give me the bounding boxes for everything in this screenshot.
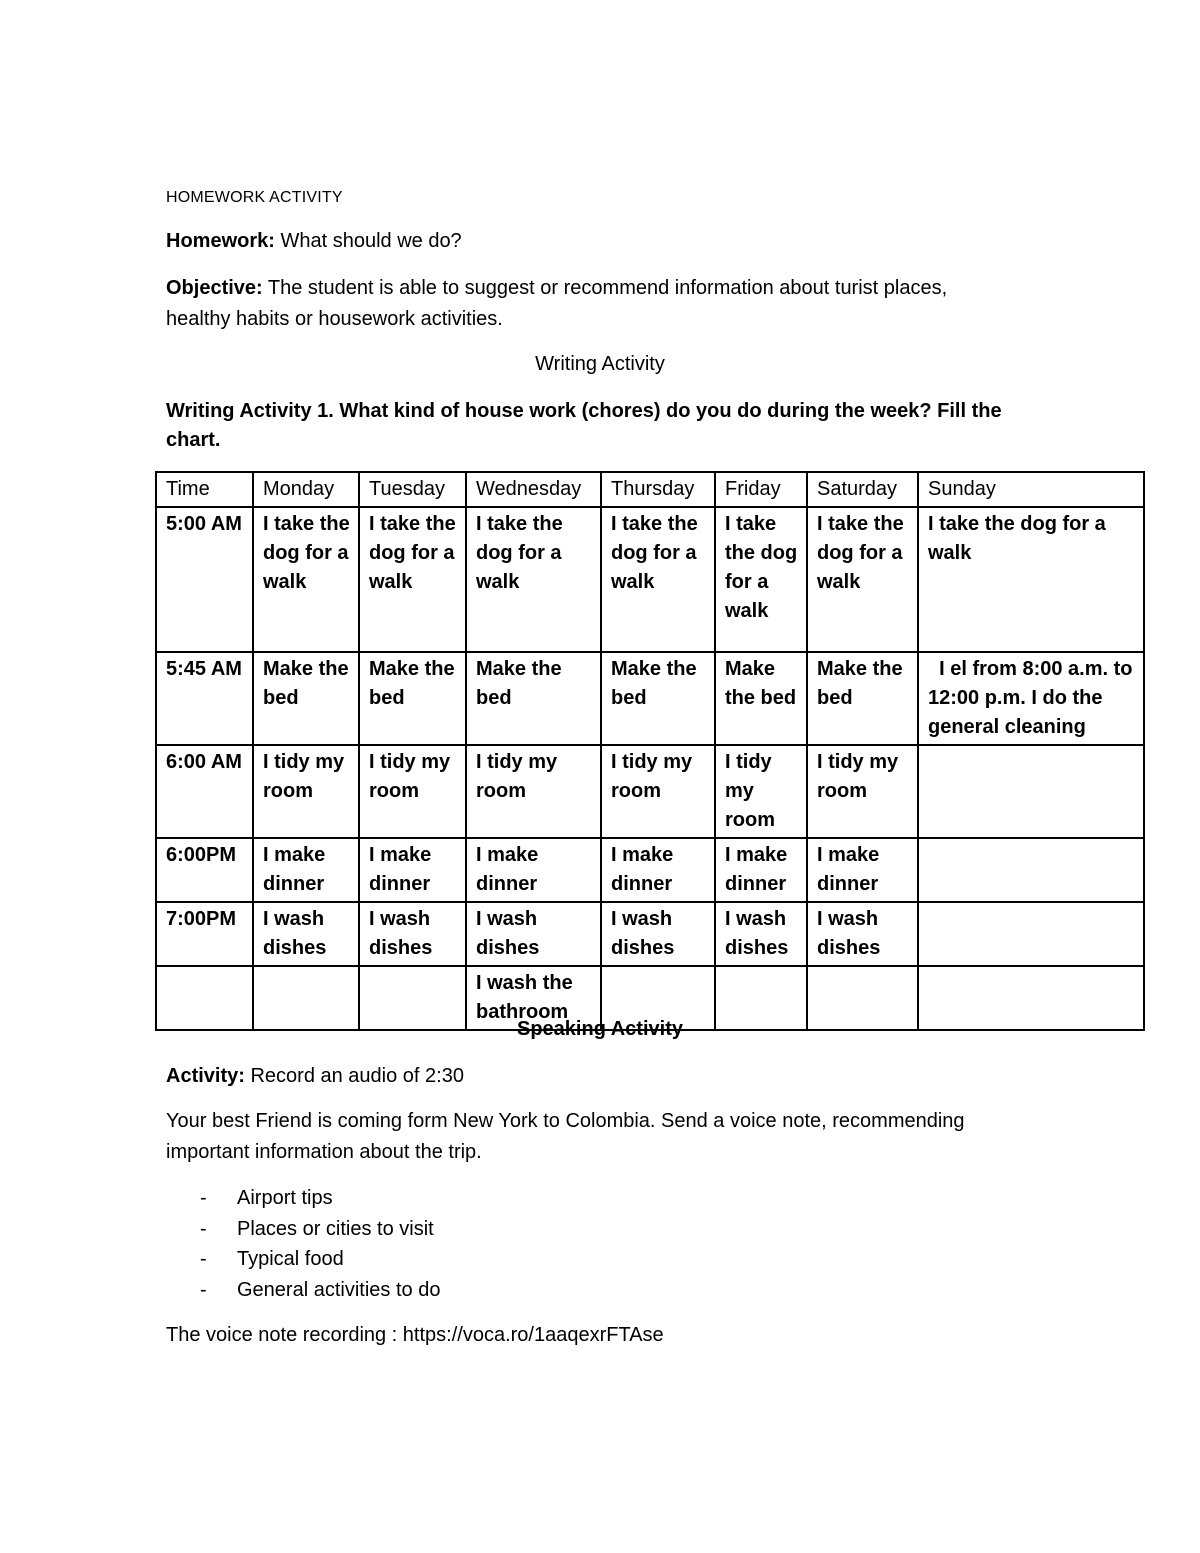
table-cell: I el from 8:00 a.m. to 12:00 p.m. I do the general cleaning [918, 652, 1144, 745]
list-item-text: Airport tips [237, 1187, 333, 1209]
speaking-heading: Speaking Activity [517, 1018, 683, 1040]
list-item-text: Places or cities to visit [237, 1217, 434, 1240]
table-cell: I wash dishes [359, 902, 466, 966]
bullet-dash: - [200, 1217, 207, 1240]
chart-header-cell: Sunday [918, 472, 1144, 507]
homework-label: Homework: [166, 230, 275, 252]
table-row [156, 507, 1144, 652]
table-cell: I take the dog for a walk [601, 507, 715, 652]
table-cell [918, 902, 1144, 966]
objective-line-1 [166, 273, 947, 303]
table-cell: I take the dog for a walk [715, 507, 807, 652]
table-cell: 6:00PM [156, 838, 253, 902]
table-cell: 6:00 AM [156, 745, 253, 838]
table-cell: I make dinner [466, 838, 601, 902]
objective-line-2: healthy habits or housework activities. [166, 308, 503, 330]
chart-header-row [156, 472, 1144, 507]
table-cell: Make the bed [601, 652, 715, 745]
bullet-dash: - [200, 1187, 207, 1209]
table-cell: I take the dog for a walk [807, 507, 918, 652]
table-cell: I take the dog for a walk [918, 507, 1144, 652]
prompt-line-1: Your best Friend is coming form New York to Colombia. Send a voice note, recommending [166, 1110, 965, 1132]
bullet-dash: - [200, 1248, 207, 1270]
table-cell: I wash dishes [601, 902, 715, 966]
chart-header-cell: Thursday [601, 472, 715, 507]
table-cell: Make the bed [807, 652, 918, 745]
table-cell: I take the dog for a walk [253, 507, 359, 652]
table-row [156, 745, 1144, 838]
objective-text: The student is able to suggest or recommend information about turist places, [262, 277, 948, 299]
list-item-text: Typical food [237, 1248, 344, 1270]
voice-note-line [166, 1320, 664, 1350]
table-cell: I take the dog for a walk [466, 507, 601, 652]
table-cell: Make the bed [253, 652, 359, 745]
list-item [200, 1275, 440, 1306]
table-row [156, 902, 1144, 966]
doc-title: HOMEWORK ACTIVITY [166, 189, 343, 206]
table-cell: I wash dishes [807, 902, 918, 966]
list-item [200, 1244, 440, 1275]
table-cell: Make the bed [715, 652, 807, 745]
chart-header-cell: Friday [715, 472, 807, 507]
table-cell: I make dinner [253, 838, 359, 902]
list-item-text: General activities to do [237, 1278, 441, 1301]
list-item [200, 1183, 440, 1214]
table-cell: 5:45 AM [156, 652, 253, 745]
chart-header-cell: Monday [253, 472, 359, 507]
activity-text: Record an audio of 2:30 [244, 1065, 464, 1087]
table-cell: I tidy my room [601, 745, 715, 838]
bullet-dash: - [200, 1278, 207, 1301]
voice-note-link[interactable]: https://voca.ro/1aaqexrFTAse [402, 1324, 664, 1346]
table-cell: I tidy my room [807, 745, 918, 838]
objective-label: Objective: [166, 277, 263, 299]
table-cell: Make the bed [359, 652, 466, 745]
list-item [200, 1214, 440, 1245]
table-cell [918, 838, 1144, 902]
table-cell: I make dinner [359, 838, 466, 902]
homework-text: What should we do? [274, 230, 462, 252]
table-row [156, 838, 1144, 902]
tips-list [200, 1183, 440, 1305]
table-cell: I take the dog for a walk [359, 507, 466, 652]
homework-line [166, 226, 462, 256]
chart-header-cell: Wednesday [466, 472, 601, 507]
writing-prompt-line-1: Writing Activity 1. What kind of house work (chores) do you do during the week? Fill the [166, 400, 1002, 422]
table-cell: Make the bed [466, 652, 601, 745]
table-cell: I make dinner [601, 838, 715, 902]
activity-label: Activity: [166, 1065, 245, 1087]
writing-heading: Writing Activity [535, 353, 665, 375]
table-cell: I wash dishes [253, 902, 359, 966]
table-cell: I tidy my room [253, 745, 359, 838]
chart-header-cell: Time [156, 472, 253, 507]
table-cell [918, 745, 1144, 838]
table-cell: 7:00PM [156, 902, 253, 966]
voice-note-label: The voice note recording : [166, 1324, 403, 1346]
table-cell: I make dinner [715, 838, 807, 902]
table-cell: I wash dishes [466, 902, 601, 966]
table-cell: I wash the bathroom [466, 966, 601, 1030]
writing-prompt-line-2: chart. [166, 429, 221, 451]
table-cell: I tidy my room [359, 745, 466, 838]
activity-line [166, 1061, 464, 1091]
chores-chart [155, 471, 1145, 1031]
prompt-line-2: important information about the trip. [166, 1141, 482, 1163]
table-cell: I wash dishes [715, 902, 807, 966]
chart-header-cell: Saturday [807, 472, 918, 507]
table-cell: I tidy my room [715, 745, 807, 838]
table-cell: I make dinner [807, 838, 918, 902]
table-cell: 5:00 AM [156, 507, 253, 652]
table-cell: I tidy my room [466, 745, 601, 838]
table-row [156, 652, 1144, 745]
chart-header-cell: Tuesday [359, 472, 466, 507]
